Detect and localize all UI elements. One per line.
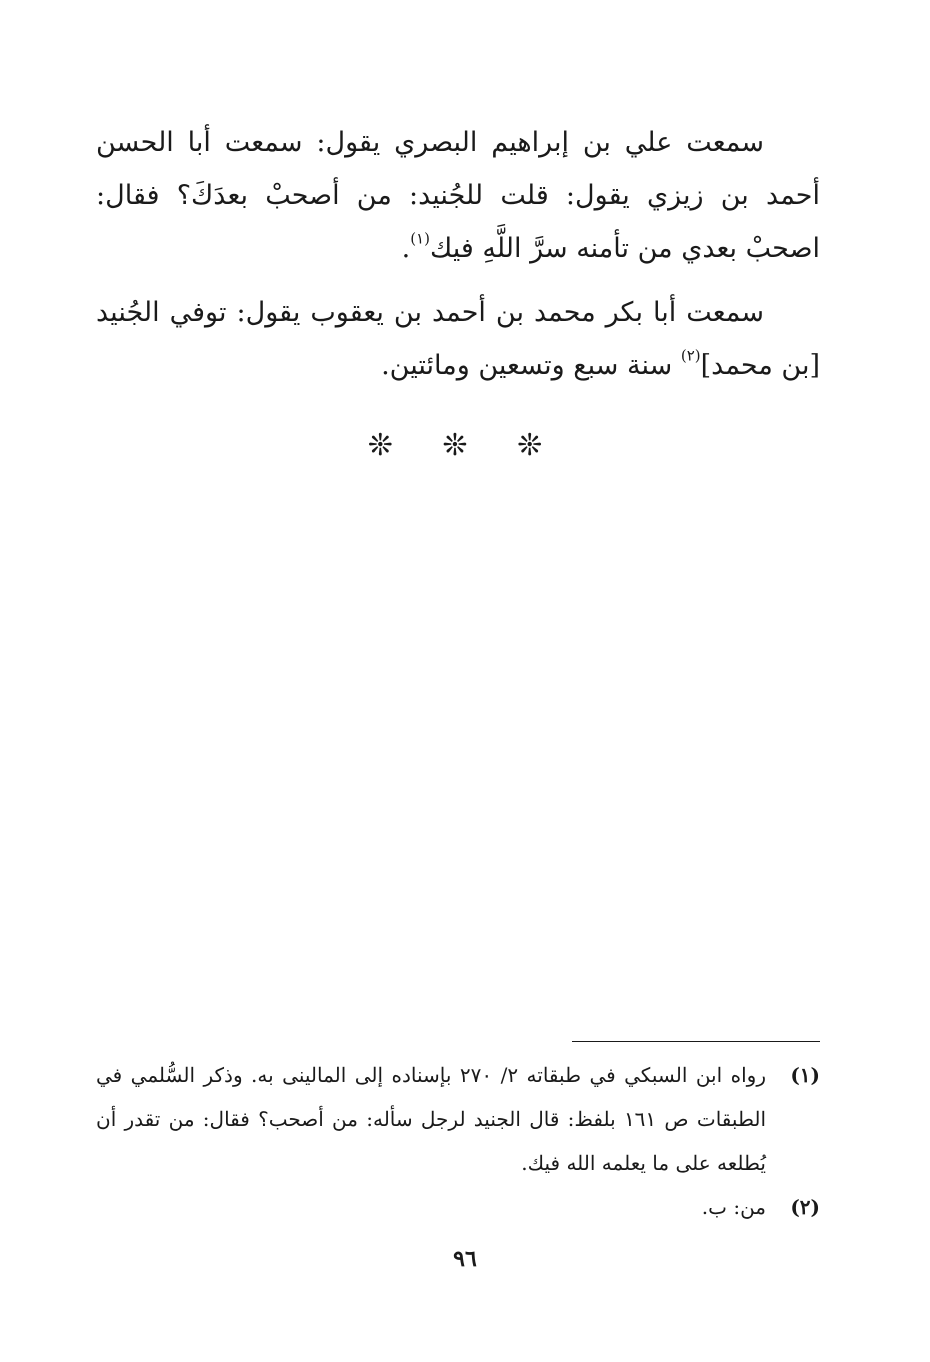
footnote-2-number: (٢) bbox=[790, 1195, 820, 1219]
paragraph-2-text: سمعت أبا بكر محمد بن أحمد بن يعقوب يقول: توفي الجُنيد [بن محمد] bbox=[96, 297, 820, 381]
footnote-2 bbox=[96, 1185, 820, 1229]
paragraph-1 bbox=[96, 116, 820, 275]
footnotes-section bbox=[96, 1053, 820, 1229]
footnote-2-text: من: ب. bbox=[701, 1195, 766, 1219]
footnote-ref-1: (١) bbox=[410, 229, 430, 248]
footnote-1-number: (١) bbox=[790, 1063, 820, 1087]
section-separator: ❊ ❊ ❊ bbox=[367, 428, 563, 463]
paragraph-2 bbox=[96, 286, 820, 392]
paragraph-2-tail: سنة سبع وتسعين ومائتين. bbox=[381, 350, 681, 381]
footnote-1-text: رواه ابن السبكي في طبقاته ٢/ ٢٧٠ بإسناده إلى المالينى به. وذكر السُّلمي في الطبقات ص ١٦١ بلفظ: قال الجنيد لرجل سأله: من أصحب؟ فقال: من تقدر أن يُطلعه على ما يعلمه الله فيك. bbox=[96, 1063, 766, 1175]
main-text-block-2 bbox=[96, 286, 820, 392]
footnote-1 bbox=[96, 1053, 820, 1185]
main-text-block-1 bbox=[96, 116, 820, 275]
footnote-ref-2: (٢) bbox=[680, 346, 701, 365]
paragraph-1-text: سمعت علي بن إبراهيم البصري يقول: سمعت أبا الحسن أحمد بن زيزي يقول: قلت للجُنيد: من أصحبْ بعدَكَ؟ فقال: اصحبْ بعدي من تأمنه سرَّ اللَّهِ فيك bbox=[96, 127, 820, 264]
page-number: ٩٦ bbox=[453, 1246, 477, 1272]
footnote-divider bbox=[572, 1041, 820, 1042]
paragraph-1-tail: . bbox=[401, 233, 411, 264]
